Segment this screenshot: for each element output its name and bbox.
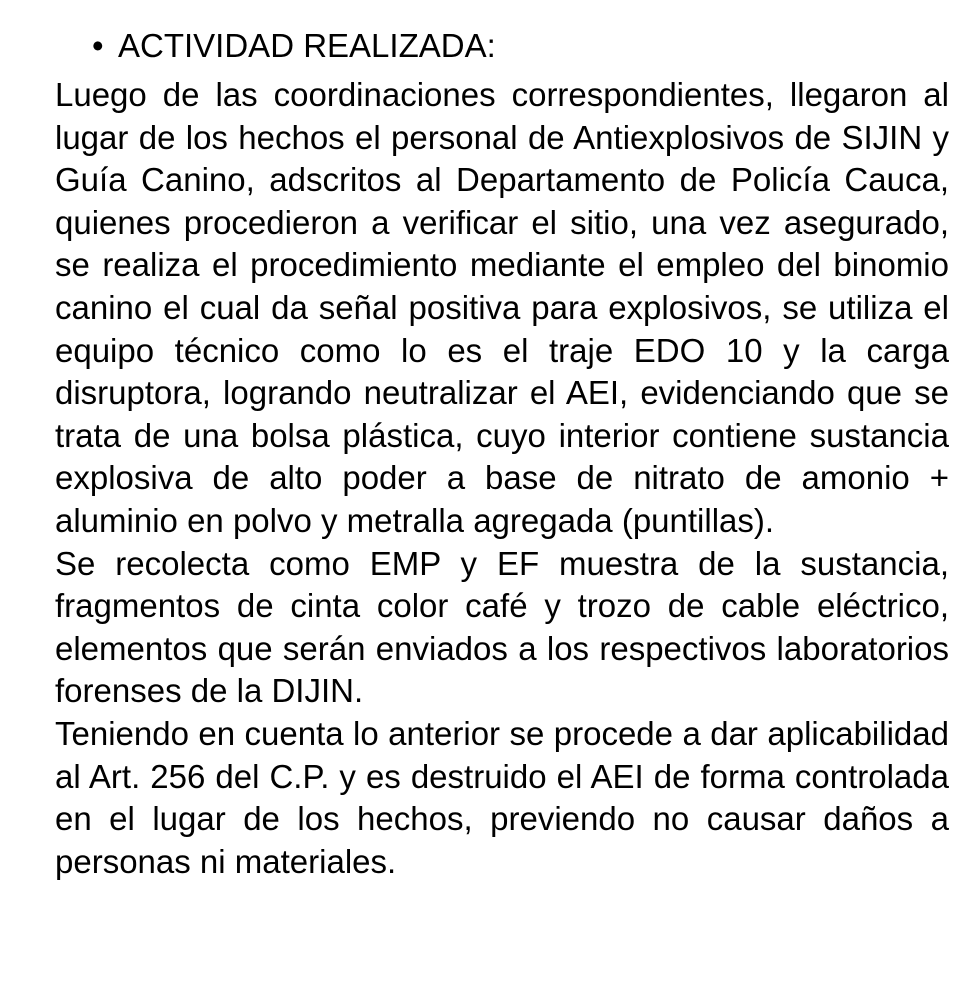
section-heading-text: ACTIVIDAD REALIZADA: [118, 27, 496, 64]
paragraph-evidence: Se recolecta como EMP y EF muestra de la sustancia, fragmentos de cinta color café y trozo de cable eléctrico, elementos que serán enviados a los respectivos laboratorios forenses de la DIJIN. [55, 544, 949, 710]
paragraph-destruction: Teniendo en cuenta lo anterior se procede a dar aplicabilidad al Art. 256 del C.P. y es destruido el AEI de forma controlada en el lugar de los hechos, previendo no causar daños a personas ni materiales. [55, 714, 949, 880]
section-heading [92, 22, 496, 70]
activity-description [55, 74, 949, 883]
paragraph-procedure: Luego de las coordinaciones correspondientes, llegaron al lugar de los hechos el personal de Antiexplosivos de SIJIN y Guía Canino, adscritos al Departamento de Policía Cauca, quienes procedieron a verificar el sitio, una vez asegurado, se realiza el procedimiento mediante el empleo del binomio canino el cual da señal positiva para explosivos, se utiliza el equipo técnico como lo es el traje EDO 10 y la carga disruptora, logrando neutralizar el AEI, evidenciando que se trata de una bolsa plástica, cuyo interior contiene sustancia explosiva de alto poder a base de nitrato de amonio + aluminio en polvo y metralla agregada (puntillas). [55, 76, 949, 539]
bullet-icon: • [92, 27, 104, 64]
